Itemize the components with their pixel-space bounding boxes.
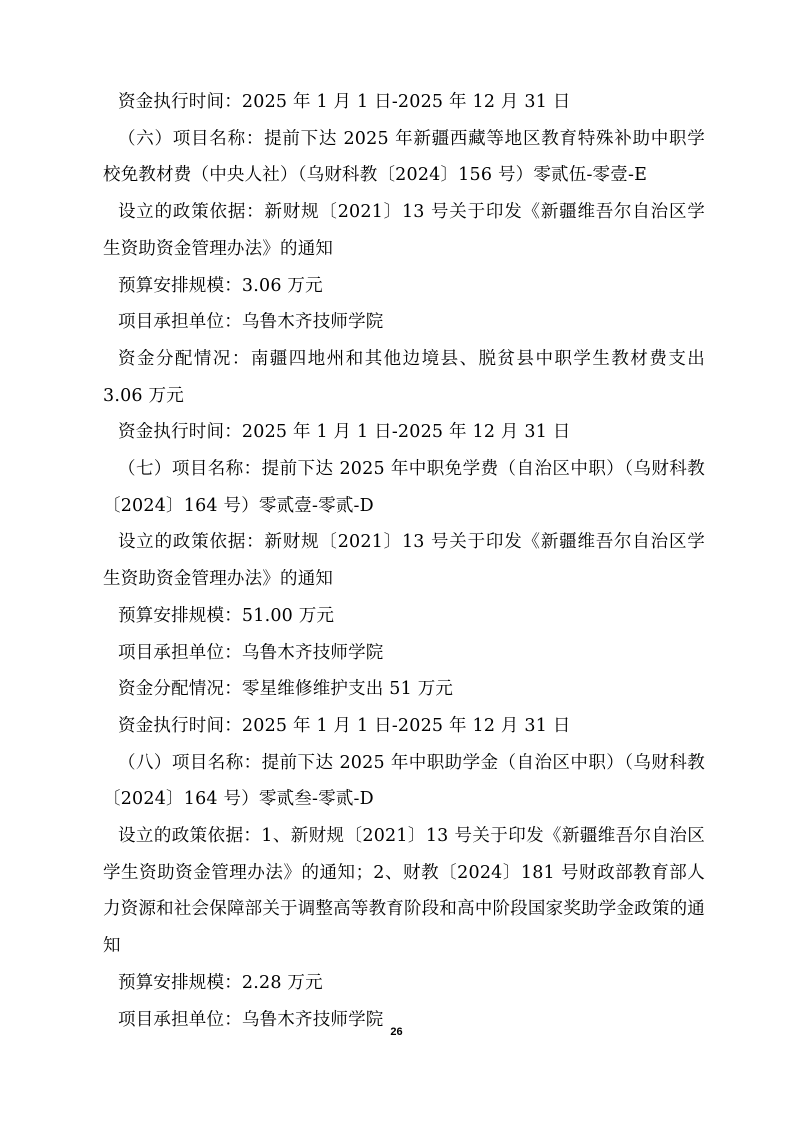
project-6-policy-basis-paragraph: 设立的政策依据：新财规〔2021〕13 号关于印发《新疆维吾尔自治区学生资助资金管理办法》的通知: [103, 202, 705, 259]
project-7-execution-time-paragraph: 资金执行时间：2025 年 1 月 1 日-2025 年 12 月 31 日: [118, 715, 571, 736]
project-6-allocation-paragraph: 资金分配情况：南疆四地州和其他边境县、脱贫县中职学生教材费支出 3.06 万元: [103, 348, 705, 406]
project-7-allocation-paragraph: 资金分配情况：零星维修维护支出 51 万元: [118, 679, 454, 700]
execution-time-paragraph: 资金执行时间：2025 年 1 月 1 日-2025 年 12 月 31 日: [118, 92, 571, 112]
project-7-name-paragraph: （七）项目名称：提前下达 2025 年中职免学费（自治区中职）（乌财科教〔2024〕164 号）零贰壹-零贰-D: [103, 459, 705, 516]
project-8-budget-paragraph: 预算安排规模：2.28 万元: [118, 972, 323, 993]
project-8-policy-basis-paragraph: 设立的政策依据：1、新财规〔2021〕13 号关于印发《新疆维吾尔自治区学生资助资金管理办法》的通知；2、财教〔2024〕181 号财政部教育部人力资源和社会保障部关于调整高等教育阶段和高中阶段国家奖助学金政策的通知: [103, 826, 705, 957]
document-body: [103, 84, 705, 1038]
project-7-unit-paragraph: 项目承担单位：乌鲁木齐技师学院: [118, 642, 384, 663]
project-6-budget-paragraph: 预算安排规模：3.06 万元: [118, 275, 323, 296]
page-number: 26: [390, 1026, 403, 1038]
project-7-policy-basis-paragraph: 设立的政策依据：新财规〔2021〕13 号关于印发《新疆维吾尔自治区学生资助资金管理办法》的通知: [103, 532, 705, 590]
project-7-budget-paragraph: 预算安排规模：51.00 万元: [118, 605, 335, 626]
project-6-execution-time-paragraph: 资金执行时间：2025 年 1 月 1 日-2025 年 12 月 31 日: [118, 422, 571, 443]
project-6-name-paragraph: （六）项目名称：提前下达 2025 年新疆西藏等地区教育特殊补助中职学校免教材费（中央人社）（乌财科教〔2024〕156 号）零贰伍-零壹-E: [103, 128, 705, 186]
project-8-name-paragraph: （八）项目名称：提前下达 2025 年中职助学金（自治区中职）（乌财科教〔2024〕164 号）零贰叁-零贰-D: [103, 752, 705, 810]
project-6-unit-paragraph: 项目承担单位：乌鲁木齐技师学院: [118, 312, 384, 333]
project-8-unit-paragraph: 项目承担单位：乌鲁木齐技师学院: [118, 1009, 384, 1030]
